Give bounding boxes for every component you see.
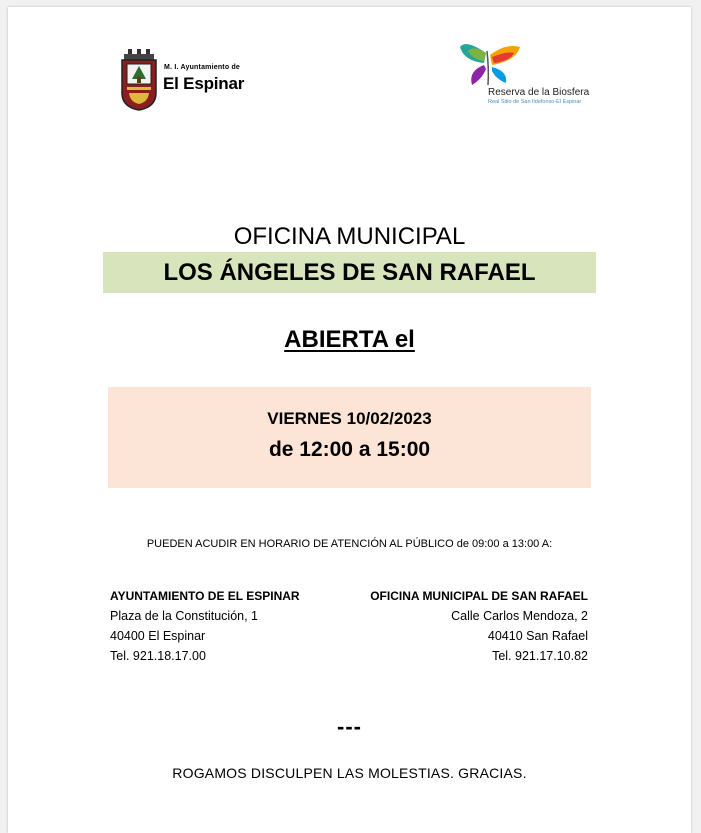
status-heading [8, 326, 691, 354]
office-phone: Tel. 921.17.10.82 [492, 649, 588, 663]
office-name-san-rafael: OFICINA MUNICIPAL DE SAN RAFAEL [370, 589, 588, 603]
office-phone: Tel. 921.18.17.00 [110, 649, 206, 663]
closing-message: ROGAMOS DISCULPEN LAS MOLESTIAS. GRACIAS. [172, 765, 527, 781]
office-address-san-rafael [338, 586, 588, 666]
logo-reserve-subtitle: Real Sitio de San Ildefonso-El Espinar [488, 99, 582, 105]
office-city: 40400 El Espinar [110, 629, 206, 643]
office-address-espinar [110, 586, 300, 666]
office-city: 40410 San Rafael [487, 629, 588, 643]
office-name: LOS ÁNGELES DE SAN RAFAEL [163, 259, 536, 286]
biosphere-reserve-logo [458, 41, 598, 121]
schedule-hours: de 12:00 a 15:00 [268, 438, 431, 461]
document-page [8, 7, 691, 833]
crest-icon [120, 49, 158, 111]
office-street: Calle Carlos Mendoza, 2 [451, 609, 588, 623]
el-espinar-logo [120, 49, 270, 113]
status-text: ABIERTA el [284, 326, 415, 353]
logo-name: El Espinar [163, 74, 245, 93]
office-name-espinar: AYUNTAMIENTO DE EL ESPINAR [110, 589, 300, 603]
schedule-date: VIERNES 10/02/2023 [267, 409, 432, 428]
logo-reserve-name: Reserva de la Biosfera [488, 87, 590, 98]
office-street: Plaza de la Constitución, 1 [110, 609, 259, 623]
attention-notice: PUEDEN ACUDIR EN HORARIO DE ATENCIÓN AL PÚBLICO de 09:00 a 13:00 A: [146, 538, 553, 550]
office-heading: OFICINA MUNICIPAL [233, 223, 466, 250]
logo-subtitle: M. I. Ayuntamiento de [164, 64, 241, 71]
separator: --- [337, 714, 362, 739]
